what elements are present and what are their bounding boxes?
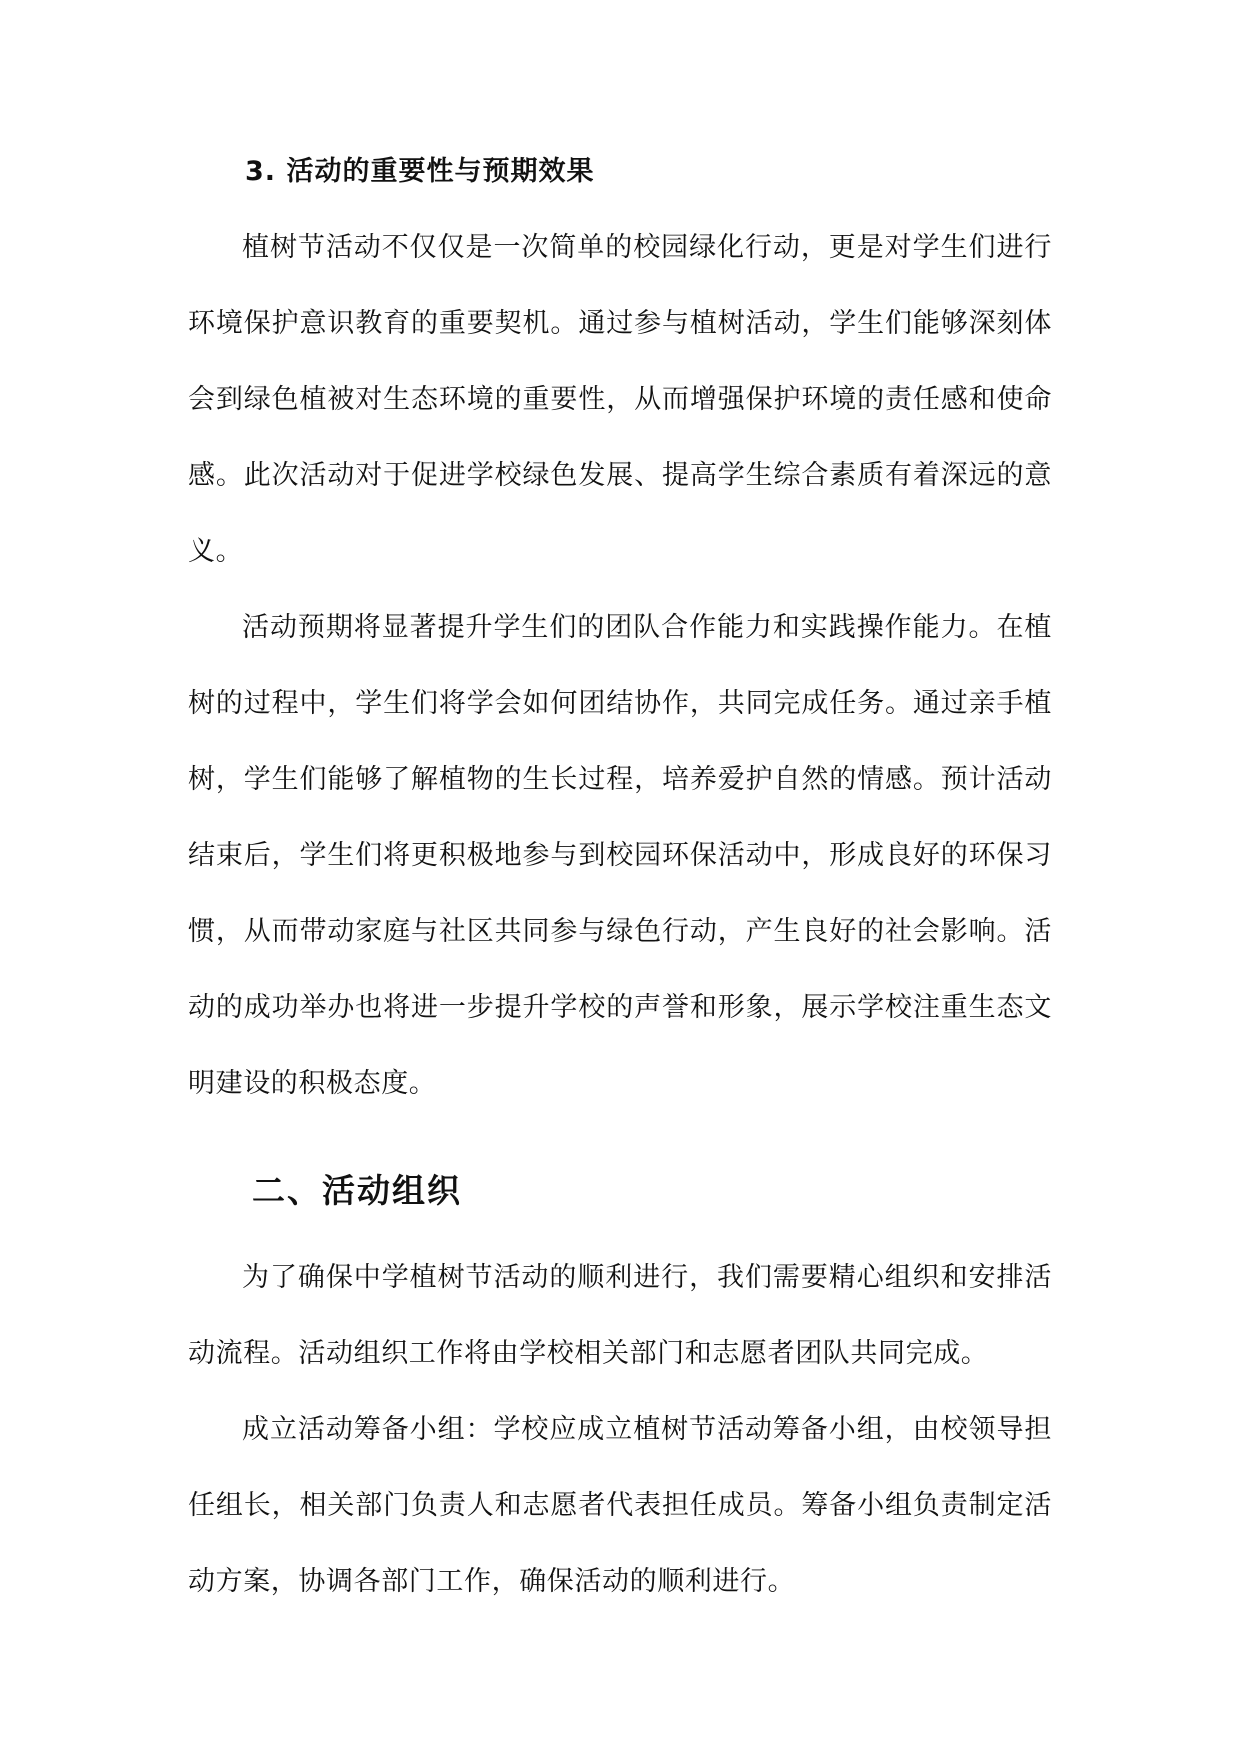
paragraph-importance: 植树节活动不仅仅是一次简单的校园绿化行动，更是对学生们进行环境保护意识教育的重要契机。通过参与植树活动，学生们能够深刻体会到绿色植被对生态环境的重要性，从而增强保护环境的责任感和使命感。此次活动对于促进学校绿色发展、提高学生综合素质有着深远的意义。 (188, 232, 1052, 567)
section-heading: 二、活动组织 (252, 1171, 462, 1210)
paragraph-preparatory-group: 成立活动筹备小组：学校应成立植树节活动筹备小组，由校领导担任组长，相关部门负责人和志愿者代表担任成员。筹备小组负责制定活动方案，协调各部门工作，确保活动的顺利进行。 (188, 1414, 1052, 1597)
paragraph-expected-effects: 活动预期将显著提升学生们的团队合作能力和实践操作能力。在植树的过程中，学生们将学会如何团结协作，共同完成任务。通过亲手植树，学生们能够了解植物的生长过程，培养爱护自然的情感。预计活动结束后，学生们将更积极地参与到校园环保活动中，形成良好的环保习惯，从而带动家庭与社区共同参与绿色行动，产生良好的社会影响。活动的成功举办也将进一步提升学校的声誉和形象，展示学校注重生态文明建设的积极态度。 (188, 612, 1052, 1099)
paragraph-organization-intro: 为了确保中学植树节活动的顺利进行，我们需要精心组织和安排活动流程。活动组织工作将由学校相关部门和志愿者团队共同完成。 (188, 1262, 1052, 1369)
subsection-heading: 3. 活动的重要性与预期效果 (245, 156, 595, 187)
